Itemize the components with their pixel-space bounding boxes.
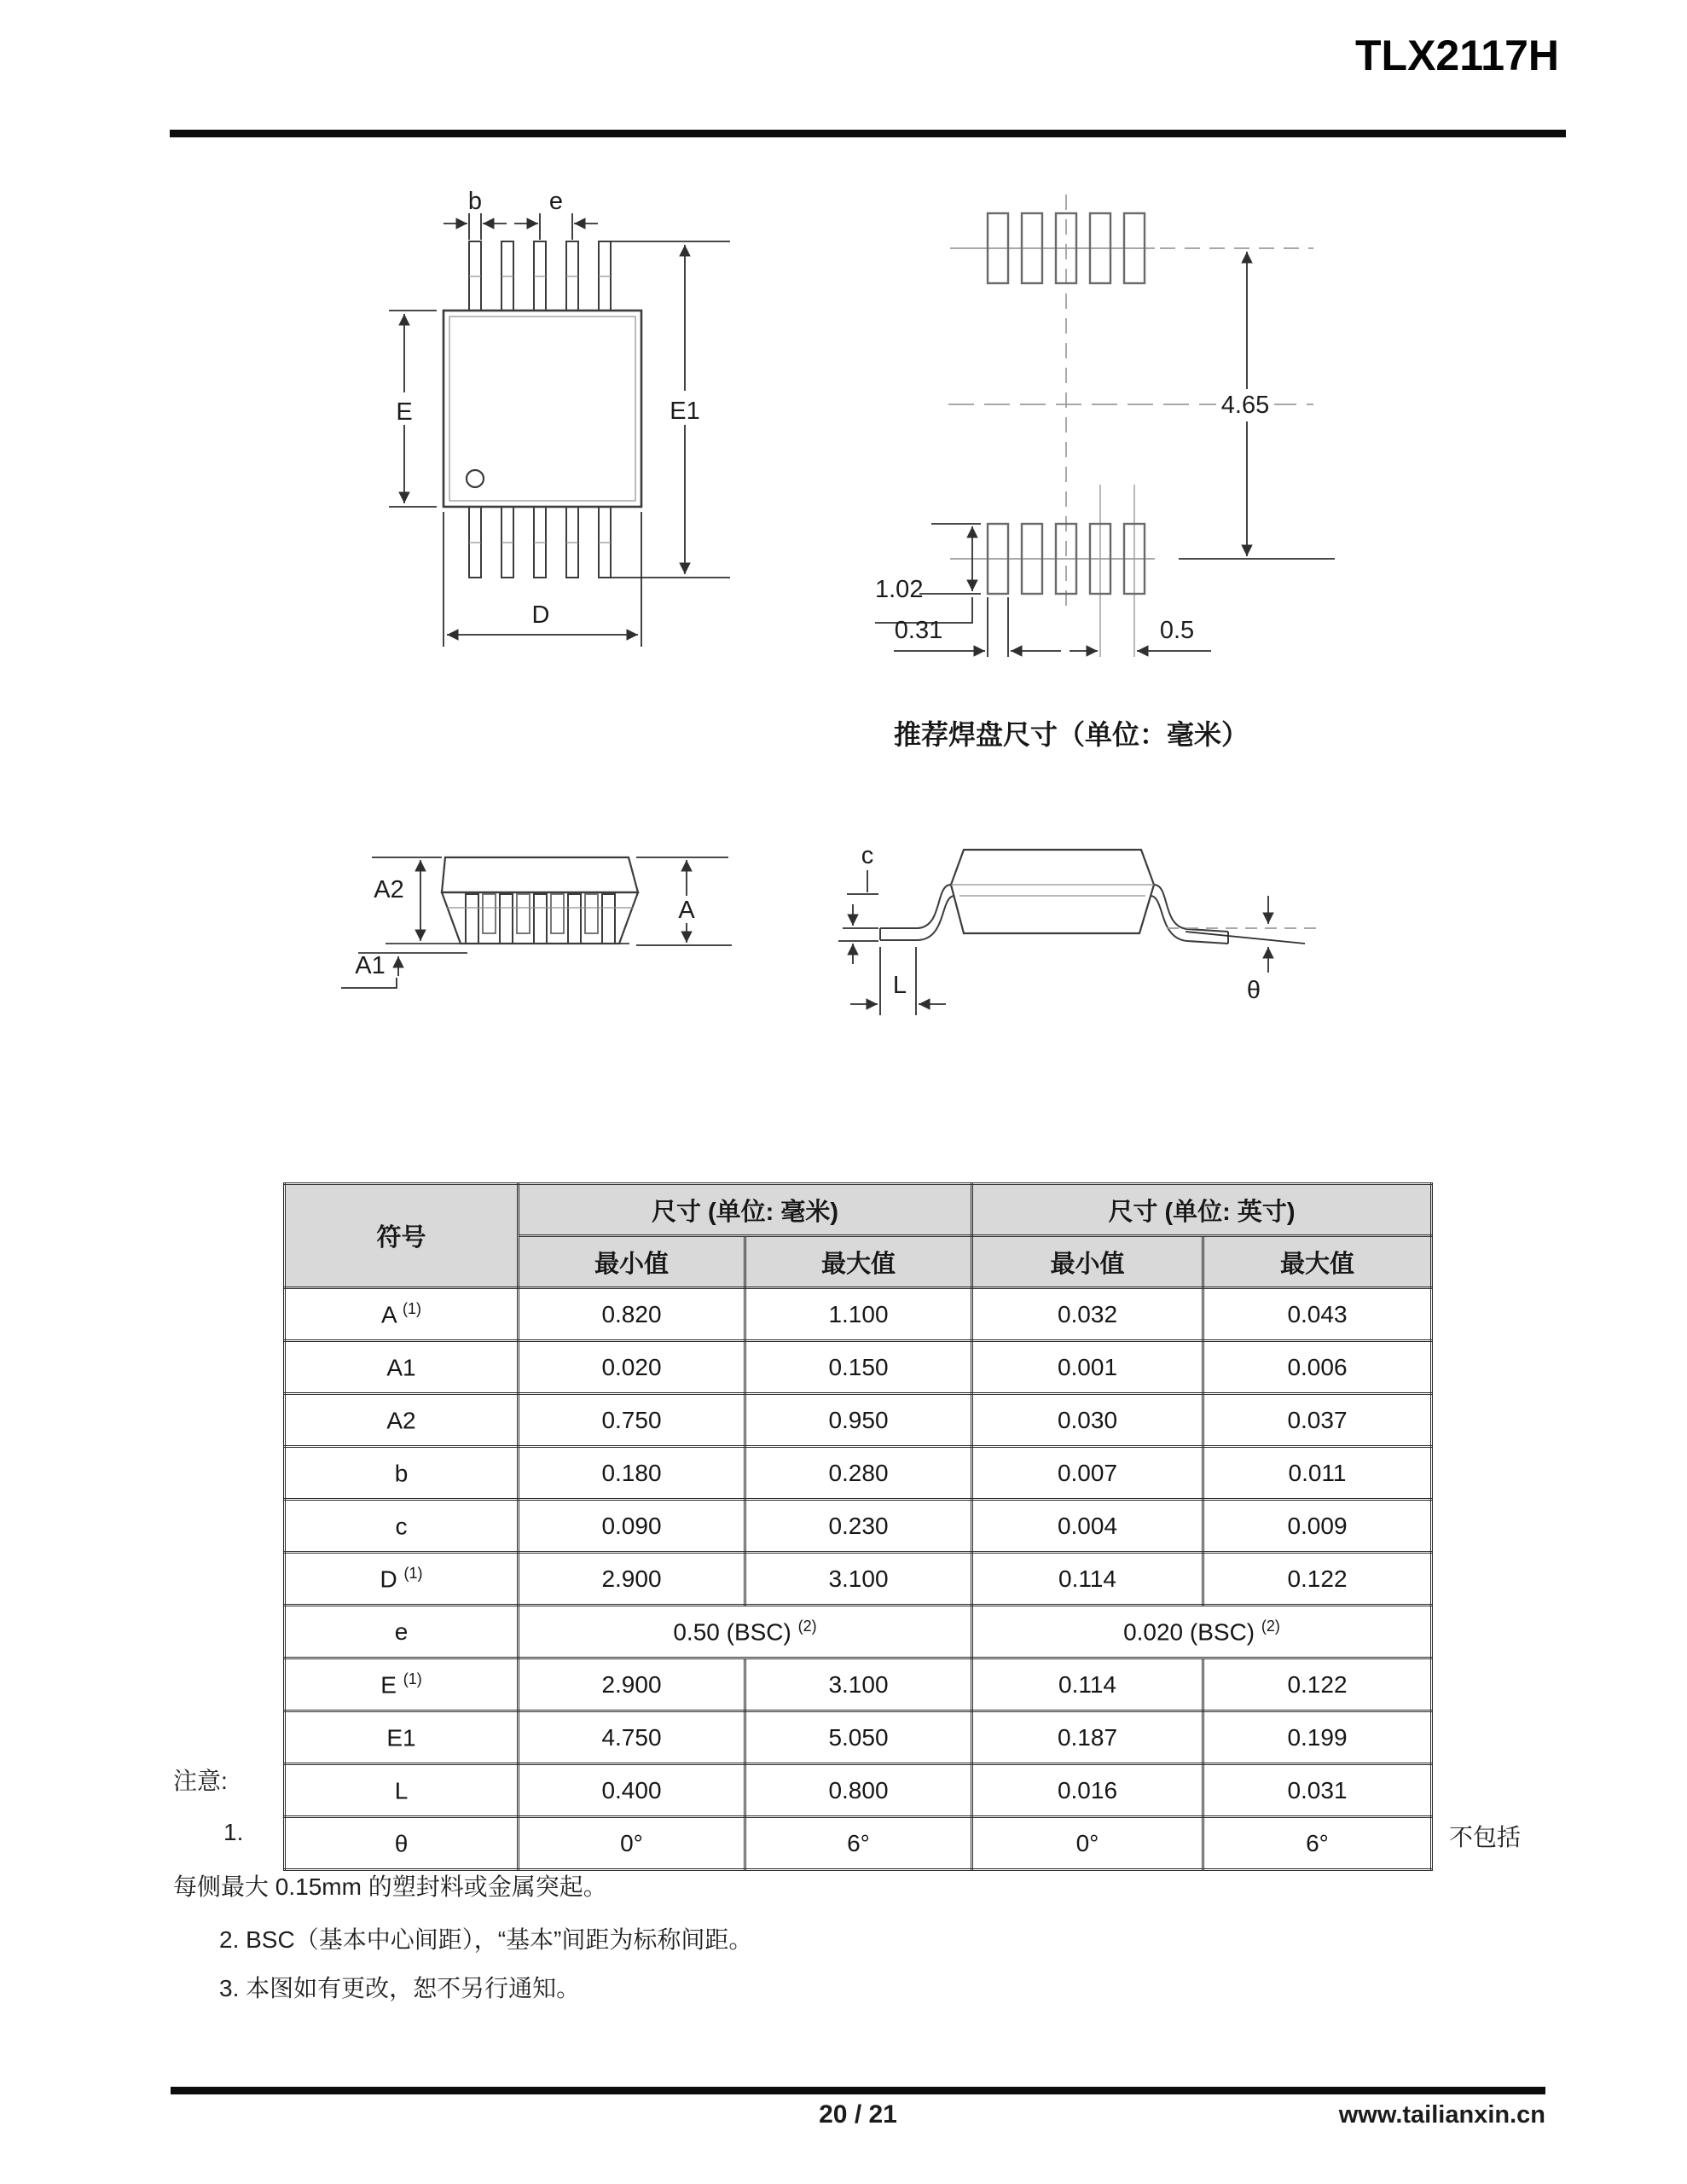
- value-cell: 0.122: [1203, 1553, 1432, 1606]
- note1-number: 1.: [223, 1819, 244, 1845]
- dim-pad-height-label: 1.02: [875, 576, 924, 603]
- inch-max-header: 最大值: [1203, 1236, 1432, 1288]
- land-pattern-caption: 推荐焊盘尺寸（单位：毫米）: [893, 719, 1249, 750]
- value-cell: 5.050: [745, 1711, 972, 1764]
- top-pins: [469, 241, 611, 311]
- value-cell: 0.090: [519, 1500, 745, 1553]
- note1-continuation: 每侧最大 0.15mm 的塑封料或金属突起。: [173, 1873, 607, 1900]
- dim-theta: [1167, 896, 1318, 1004]
- note2: 2. BSC（基本中心间距），“基本”间距为标称间距。: [219, 1926, 753, 1953]
- value-cell: 0.037: [1203, 1394, 1432, 1447]
- value-cell: 0.020: [519, 1341, 745, 1394]
- dim-b: [443, 188, 507, 240]
- dim-pad-width-031: [894, 597, 1061, 657]
- value-cell: 0.016: [972, 1764, 1203, 1817]
- left-lead: [880, 885, 954, 940]
- dim-pitch-05: [1070, 617, 1211, 651]
- dim-L: [850, 947, 946, 1015]
- note3: 3. 本图如有更改，恕不另行通知。: [219, 1975, 581, 2001]
- value-cell: 0.187: [972, 1711, 1203, 1764]
- value-cell: 6°: [745, 1817, 972, 1870]
- table-row: [285, 1711, 1432, 1764]
- value-cell: 0.199: [1203, 1711, 1432, 1764]
- profile-body: [951, 850, 1154, 933]
- value-cell: 0.007: [972, 1447, 1203, 1500]
- side-body-top: [442, 857, 638, 892]
- value-cell: 0.043: [1203, 1288, 1432, 1341]
- symbol-cell: A2: [285, 1394, 519, 1447]
- dim-A2: [374, 860, 420, 941]
- symbol-cell: L: [285, 1764, 519, 1817]
- dim-A1-label: A1: [355, 952, 386, 979]
- dim-e-label: e: [548, 188, 564, 215]
- inch-group-header: 尺寸 (单位: 英寸): [972, 1184, 1432, 1236]
- table-row: [285, 1394, 1432, 1447]
- dim-height-465: [1179, 252, 1335, 559]
- value-cell: 2.900: [519, 1553, 745, 1606]
- dim-E1: [611, 241, 730, 578]
- package-body: [443, 311, 641, 507]
- value-cell: 0.230: [745, 1500, 972, 1553]
- dim-c-label: c: [861, 842, 874, 869]
- pin1-marker: [467, 470, 484, 487]
- dim-E-label: E: [396, 398, 413, 426]
- footer-rule: [171, 2087, 1545, 2094]
- value-cell: 2.900: [519, 1658, 745, 1711]
- footer-website: www.tailianxin.cn: [1338, 2101, 1545, 2129]
- dim-b-label: b: [467, 188, 483, 215]
- merged-inch-cell: 0.020 (BSC) $^{(2)}$: [972, 1606, 1432, 1658]
- table-row-e: [285, 1606, 1432, 1658]
- dim-D-label: D: [531, 601, 550, 629]
- value-cell: 0.180: [519, 1447, 745, 1500]
- value-cell: 3.100: [745, 1658, 972, 1711]
- notes-heading: 注意:: [173, 1768, 228, 1794]
- table-header-row: [285, 1184, 1432, 1236]
- value-cell: 0.280: [745, 1447, 972, 1500]
- dim-E: [389, 311, 437, 507]
- value-cell: 0.400: [519, 1764, 745, 1817]
- dim-A: [673, 860, 700, 943]
- table-row: [285, 1288, 1432, 1341]
- symbol-cell: E $^{(1)}$: [285, 1658, 519, 1711]
- value-cell: 0.011: [1203, 1447, 1432, 1500]
- table-row: [285, 1447, 1432, 1500]
- symbol-header: 符号: [285, 1184, 519, 1288]
- value-cell: 4.750: [519, 1711, 745, 1764]
- table-row: [285, 1500, 1432, 1553]
- value-cell: 1.100: [745, 1288, 972, 1341]
- dim-A-label: A: [678, 897, 695, 924]
- dim-A1: [341, 952, 398, 988]
- value-cell: 0°: [519, 1817, 745, 1870]
- value-cell: 6°: [1203, 1817, 1432, 1870]
- note1-right-fragment: 不包括: [1449, 1824, 1522, 1850]
- dim-A2-label: A2: [374, 876, 404, 903]
- value-cell: 0.750: [519, 1394, 745, 1447]
- value-cell: 0.800: [745, 1764, 972, 1817]
- symbol-cell: E1: [285, 1711, 519, 1764]
- table-row: [285, 1764, 1432, 1817]
- mm-min-header: 最小值: [519, 1236, 745, 1288]
- symbol-cell: θ: [285, 1817, 519, 1870]
- value-cell: 0.001: [972, 1341, 1203, 1394]
- page-title: TLX2117H: [1354, 32, 1559, 79]
- value-cell: 0.150: [745, 1341, 972, 1394]
- value-cell: 0°: [972, 1817, 1203, 1870]
- dim-e: [514, 188, 598, 240]
- dim-c: [838, 842, 878, 964]
- dim-theta-label: θ: [1246, 977, 1261, 1004]
- value-cell: 0.004: [972, 1500, 1203, 1553]
- table-row: [285, 1341, 1432, 1394]
- bottom-pins: [469, 507, 611, 578]
- footer-page-number: 20 / 21: [819, 2100, 897, 2129]
- package-side-view-figure: [205, 802, 785, 1015]
- value-cell: 0.031: [1203, 1764, 1432, 1817]
- merged-mm-cell: 0.50 (BSC) $^{(2)}$: [519, 1606, 972, 1658]
- value-cell: 0.006: [1203, 1341, 1432, 1394]
- value-cell: 0.122: [1203, 1658, 1432, 1711]
- symbol-cell: A1: [285, 1341, 519, 1394]
- symbol-cell: D $^{(1)}$: [285, 1553, 519, 1606]
- header-rule: [170, 130, 1566, 137]
- symbol-cell: A $^{(1)}$: [285, 1288, 519, 1341]
- package-top-view-figure: [367, 175, 759, 670]
- dim-pitch-label: 0.5: [1159, 617, 1195, 644]
- dim-pad-height-102: [875, 524, 981, 623]
- value-cell: 3.100: [745, 1553, 972, 1606]
- value-cell: 0.030: [972, 1394, 1203, 1447]
- dim-pad-width-label: 0.31: [894, 617, 943, 644]
- value-cell: 0.114: [972, 1658, 1203, 1711]
- dimension-table: [283, 1182, 1430, 1871]
- mm-max-header: 最大值: [745, 1236, 972, 1288]
- symbol-cell: b: [285, 1447, 519, 1500]
- inch-min-header: 最小值: [972, 1236, 1203, 1288]
- value-cell: 0.820: [519, 1288, 745, 1341]
- dim-E1-label: E1: [670, 398, 700, 425]
- value-cell: 0.009: [1203, 1500, 1432, 1553]
- symbol-cell: c: [285, 1500, 519, 1553]
- dim-height-label: 4.65: [1220, 392, 1270, 419]
- land-pattern-figure: [857, 175, 1369, 687]
- table-row: [285, 1553, 1432, 1606]
- symbol-cell: e: [285, 1606, 519, 1658]
- lead-profile-figure: [810, 793, 1373, 1024]
- table-row: [285, 1658, 1432, 1711]
- value-cell: 0.114: [972, 1553, 1203, 1606]
- mm-group-header: 尺寸 (单位: 毫米): [519, 1184, 972, 1236]
- value-cell: 0.032: [972, 1288, 1203, 1341]
- value-cell: 0.950: [745, 1394, 972, 1447]
- dim-L-label: L: [892, 972, 907, 999]
- table-row: [285, 1817, 1432, 1870]
